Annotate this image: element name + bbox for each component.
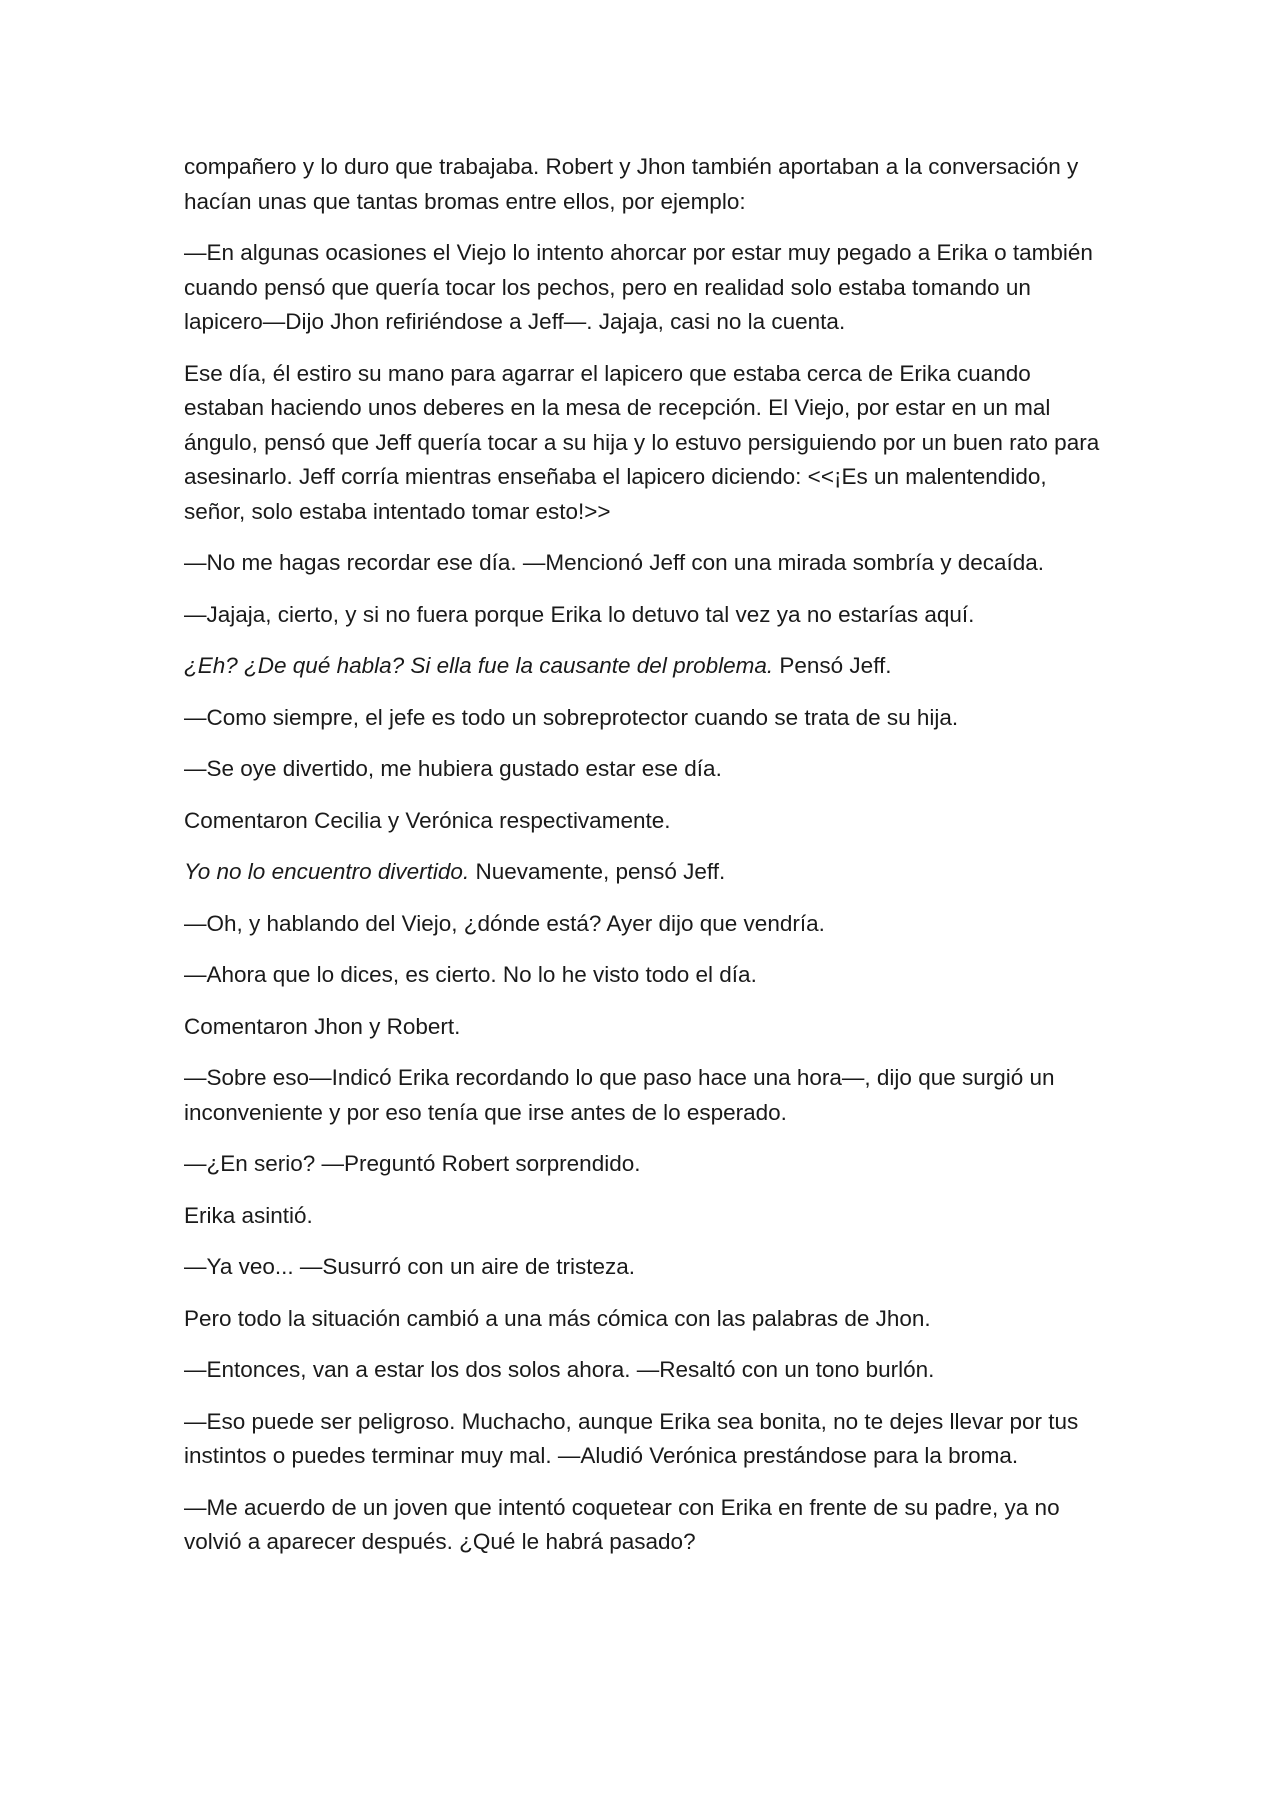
paragraph: Comentaron Cecilia y Verónica respectivamente. <box>184 807 671 833</box>
paragraph: Erika asintió. <box>184 1202 313 1228</box>
paragraph: —En algunas ocasiones el Viejo lo intento ahorcar por estar muy pegado a Erika o también cuando pensó que quería tocar los pechos, pero en realidad solo estaba tomando un lapicero—Dijo Jhon refiriéndose a Jeff—. Jajaja, casi no la cuenta. <box>184 240 1093 334</box>
italic-thought: ¿Eh? ¿De qué habla? Si ella fue la causante del problema. <box>184 653 774 678</box>
paragraph-thought: ¿Eh? ¿De qué habla? Si ella fue la causante del problema. Pensó Jeff. <box>184 653 892 678</box>
italic-thought: Yo no lo encuentro divertido. <box>184 859 470 884</box>
paragraph-thought: Yo no lo encuentro divertido. Nuevamente, pensó Jeff. <box>184 859 726 884</box>
paragraph: compañero y lo duro que trabajaba. Robert y Jhon también aportaban a la conversación y hacían unas que tantas bromas entre ellos, por ejemplo: <box>184 154 1079 214</box>
document-body <box>184 150 1104 1577</box>
paragraph: —Eso puede ser peligroso. Muchacho, aunque Erika sea bonita, no te dejes llevar por tus instintos o puedes terminar muy mal. —Aludió Verónica prestándose para la broma. <box>184 1408 1079 1468</box>
paragraph: —Se oye divertido, me hubiera gustado estar ese día. <box>184 756 722 781</box>
paragraph: —Ya veo... —Susurró con un aire de tristeza. <box>184 1254 636 1279</box>
paragraph: —No me hagas recordar ese día. —Mencionó Jeff con una mirada sombría y decaída. <box>184 550 1045 575</box>
paragraph: Ese día, él estiro su mano para agarrar el lapicero que estaba cerca de Erika cuando estaban haciendo unos deberes en la mesa de recepción. El Viejo, por estar en un mal ángulo, pensó que Jeff quería tocar a su hija y lo estuvo persiguiendo por un buen rato para asesinarlo. Jeff corría mientras enseñaba el lapicero diciendo: <<¡Es un malentendido, señor, solo estaba intentado tomar esto!>> <box>184 360 1100 524</box>
paragraph: Pero todo la situación cambió a una más cómica con las palabras de Jhon. <box>184 1305 931 1331</box>
paragraph: Comentaron Jhon y Robert. <box>184 1013 461 1039</box>
paragraph: —Oh, y hablando del Viejo, ¿dónde está? Ayer dijo que vendría. <box>184 910 825 936</box>
paragraph: —Ahora que lo dices, es cierto. No lo he visto todo el día. <box>184 962 757 987</box>
paragraph: —Jajaja, cierto, y si no fuera porque Erika lo detuvo tal vez ya no estarías aquí. <box>184 601 975 627</box>
paragraph: —Me acuerdo de un joven que intentó coquetear con Erika en frente de su padre, ya no volvió a aparecer después. ¿Qué le habrá pasado? <box>184 1494 1060 1554</box>
paragraph: —Como siempre, el jefe es todo un sobreprotector cuando se trata de su hija. <box>184 704 959 730</box>
paragraph: —Sobre eso—Indicó Erika recordando lo que paso hace una hora—, dijo que surgió un inconveniente y por eso tenía que irse antes de lo esperado. <box>184 1065 1055 1125</box>
paragraph: —¿En serio? —Preguntó Robert sorprendido. <box>184 1151 641 1176</box>
paragraph: —Entonces, van a estar los dos solos ahora. —Resaltó con un tono burlón. <box>184 1357 935 1382</box>
